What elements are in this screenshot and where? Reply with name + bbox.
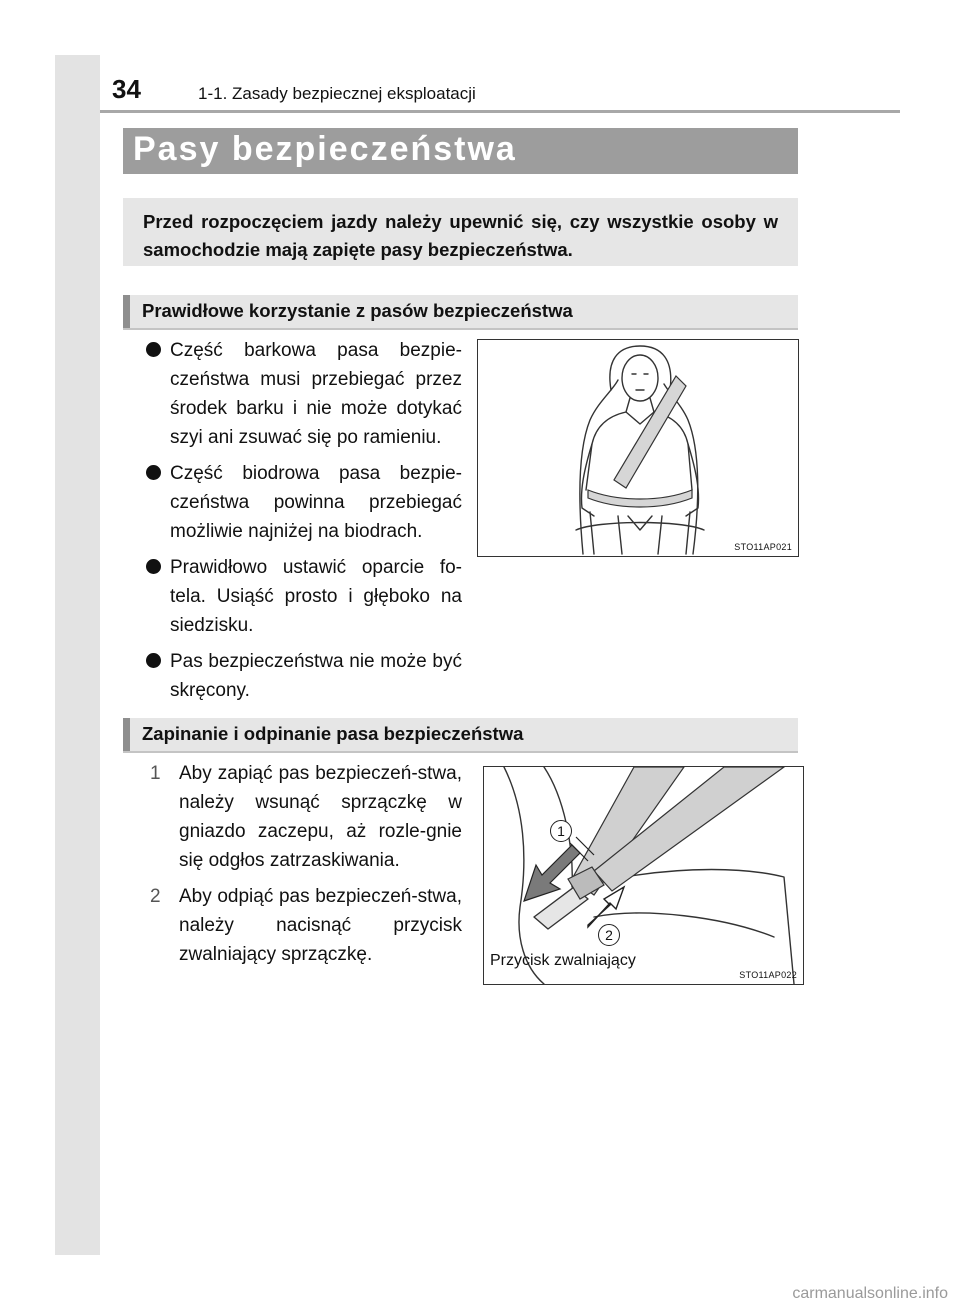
header-rule: [100, 110, 900, 113]
step-text: Aby odpiąć pas bezpieczeń-stwa, należy nacisnąć przycisk zwalniający sprzączkę.: [179, 886, 462, 965]
release-button-label: Przycisk zwalniający: [490, 952, 636, 969]
section-accent: [123, 718, 130, 751]
bullet-text: Pas bezpieczeństwa nie może być skręcony.: [170, 651, 462, 701]
bullet-icon: [146, 653, 161, 668]
list-item: [146, 459, 462, 546]
bullet-icon: [146, 465, 161, 480]
section-heading-text: Zapinanie i odpinanie pasa bezpieczeństwa: [142, 723, 524, 744]
buckling-step-list: [150, 759, 462, 976]
section-heading-buckling: [123, 718, 798, 753]
callout-2: 2: [598, 924, 620, 946]
section-heading-text: Prawidłowe korzystanie z pasów bezpieczeństwa: [142, 300, 573, 321]
buckle-illustration: [483, 766, 804, 985]
figure-code: STO11AP022: [739, 970, 797, 980]
figure-code: STO11AP021: [734, 542, 792, 552]
title-bar: [123, 128, 798, 174]
usage-bullet-list: [146, 336, 462, 712]
bullet-text: Część biodrowa pasa bezpie-czeństwa powinna przebiegać możliwie najniżej na biodrach.: [170, 463, 462, 542]
running-head: 1-1. Zasady bezpiecznej eksploatacji: [198, 84, 476, 103]
seated-person-drawing: [478, 340, 798, 556]
side-strip: [55, 55, 100, 1255]
section-accent: [123, 295, 130, 328]
callout-1: 1: [550, 820, 572, 842]
list-item: [146, 647, 462, 705]
intro-box: [123, 198, 798, 266]
step-text: Aby zapiąć pas bezpieczeń-stwa, należy wsunąć sprzączkę w gniazdo zaczepu, aż rozle-gnie się odgłos zatrzaskiwania.: [179, 763, 462, 871]
bullet-text: Część barkowa pasa bezpie-czeństwa musi przebiegać przez środek barku i nie może dotykać szyi ani zsuwać się po ramieniu.: [170, 340, 462, 448]
page-number: 34: [112, 74, 141, 104]
page-title: Pasy bezpieczeństwa: [133, 130, 517, 168]
watermark: carmanualsonline.info: [792, 1285, 948, 1302]
bullet-icon: [146, 559, 161, 574]
step-number: 1: [150, 763, 161, 784]
step-number: 2: [150, 886, 161, 907]
list-item: [150, 882, 462, 969]
section-heading-usage: [123, 295, 798, 330]
intro-text: Przed rozpoczęciem jazdy należy upewnić się, czy wszystkie osoby w samochodzie mają zapięte pasy bezpieczeństwa.: [143, 211, 778, 260]
list-item: [146, 553, 462, 640]
list-item: [146, 336, 462, 452]
seated-person-illustration: [477, 339, 799, 557]
list-item: [150, 759, 462, 875]
bullet-icon: [146, 342, 161, 357]
bullet-text: Prawidłowo ustawić oparcie fo-tela. Usiąść prosto i głęboko na siedzisku.: [170, 557, 462, 636]
